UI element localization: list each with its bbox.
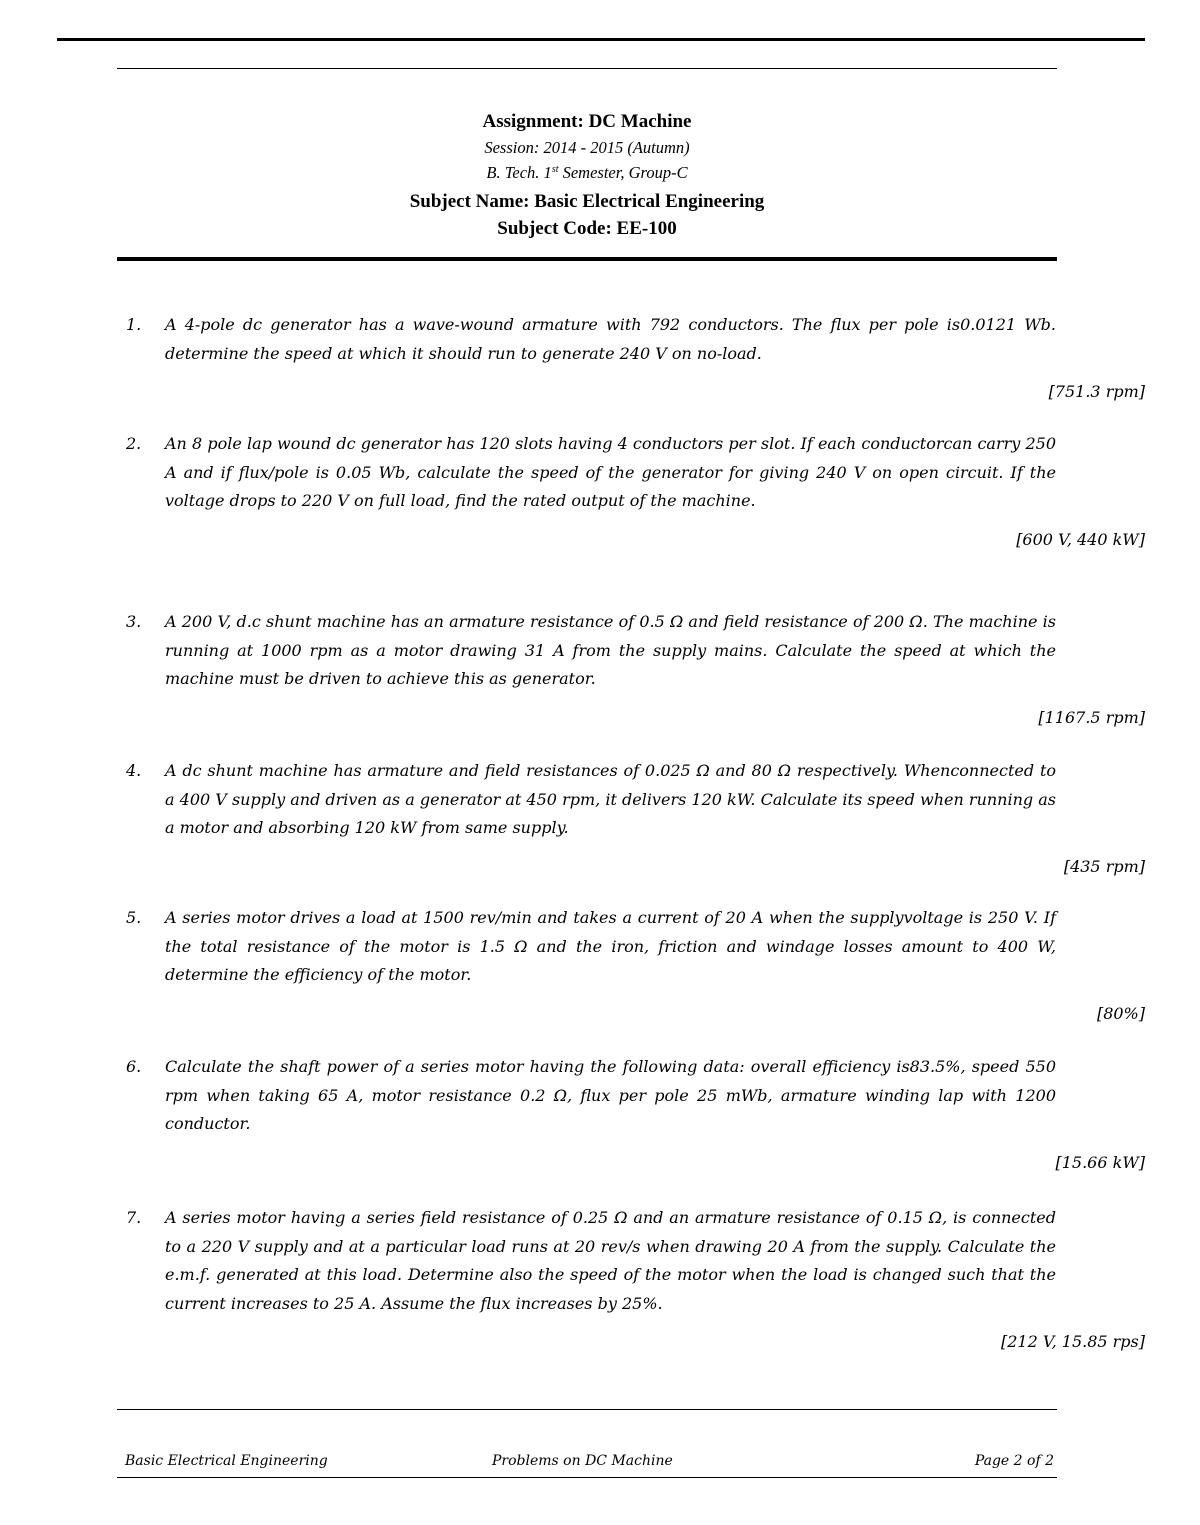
semester-suffix: Semester, Group-C (562, 163, 688, 182)
question-number: 6. (126, 1057, 142, 1076)
question-answer: [600 V, 440 kW] (1016, 529, 1145, 549)
subject-code: Subject Code: EE-100 (497, 218, 677, 239)
top-page-rule (57, 38, 1145, 41)
question-3 (117, 608, 1145, 730)
question-6 (117, 1053, 1145, 1175)
question-text: A 200 V, d.c shunt machine has an armature resistance of 0.5 Ω and field resistance of 200 Ω. The machine is running at 1000 rpm as a motor drawing 31 A from the supply mains. Calculate the speed at which the machine must be driven to achieve this as generator. (165, 612, 1056, 689)
semester-superscript: st (551, 164, 559, 175)
question-text: A series motor drives a load at 1500 rev/min and takes a current of 20 A when the supplyvoltage is 250 V. If the total resistance of the motor is 1.5 Ω and the iron, friction and windage losses amount to 400 W, determine the efficiency of the motor. (165, 908, 1056, 985)
footer-top-rule (117, 1409, 1057, 1410)
question-answer: [80%] (1096, 1003, 1145, 1023)
semester-prefix: B. Tech. 1 (486, 163, 552, 182)
question-text: Calculate the shaft power of a series motor having the following data: overall efficiency is83.5%, speed 550 rpm when taking 65 A, motor resistance 0.2 Ω, flux per pole 25 mWb, armature winding lap with 1200 conductor. (165, 1057, 1056, 1134)
assignment-header (117, 108, 1057, 242)
footer-page-number: Page 2 of 2 (974, 1453, 1054, 1469)
question-number: 4. (126, 761, 142, 780)
question-1 (117, 311, 1145, 404)
question-text: An 8 pole lap wound dc generator has 120 slots having 4 conductors per slot. If each conductorcan carry 250 A and if flux/pole is 0.05 Wb, calculate the speed of the generator for giving 240 V on open circuit. If the voltage drops to 220 V on full load, find the rated output of the machine. (165, 434, 1056, 511)
question-5 (117, 904, 1145, 1026)
header-top-rule (117, 68, 1057, 69)
subject-name: Subject Name: Basic Electrical Engineering (409, 191, 765, 212)
question-text: A series motor having a series field resistance of 0.25 Ω and an armature resistance of 0.15 Ω, is connected to a 220 V supply and at a particular load runs at 20 rev/s when drawing 20 A from the supply. Calculate the e.m.f. generated at this load. Determine also the speed of the motor when the load is changed such that the current increases to 25 A. Assume the flux increases by 25%. (165, 1208, 1056, 1313)
session-line: Session: 2014 - 2015 (Autumn) (484, 138, 690, 157)
footer-left: Basic Electrical Engineering (125, 1453, 328, 1469)
question-2 (117, 430, 1145, 552)
footer-center: Problems on DC Machine (492, 1453, 673, 1469)
header-bottom-rule (117, 257, 1057, 261)
question-number: 3. (126, 612, 142, 631)
question-7 (117, 1204, 1145, 1354)
question-4 (117, 757, 1145, 879)
question-number: 2. (126, 434, 142, 453)
question-number: 1. (126, 315, 142, 334)
question-number: 5. (126, 908, 142, 927)
footer-bottom-rule (117, 1477, 1057, 1478)
question-answer: [751.3 rpm] (1048, 382, 1145, 402)
question-number: 7. (126, 1208, 142, 1227)
question-answer: [1167.5 rpm] (1038, 707, 1145, 727)
assignment-title: Assignment: DC Machine (482, 111, 692, 132)
question-answer: [212 V, 15.85 rps] (1000, 1332, 1145, 1352)
question-text: A 4-pole dc generator has a wave-wound armature with 792 conductors. The flux per pole is0.0121 Wb. determine the speed at which it should run to generate 240 V on no-load. (165, 315, 1056, 363)
semester-line (117, 160, 1057, 185)
question-answer: [435 rpm] (1063, 856, 1145, 876)
question-text: A dc shunt machine has armature and field resistances of 0.025 Ω and 80 Ω respectively. Whenconnected to a 400 V supply and driven as a generator at 450 rpm, it delivers 120 kW. Calculate its speed when running as a motor and absorbing 120 kW from same supply. (165, 761, 1056, 838)
question-answer: [15.66 kW] (1055, 1152, 1145, 1172)
